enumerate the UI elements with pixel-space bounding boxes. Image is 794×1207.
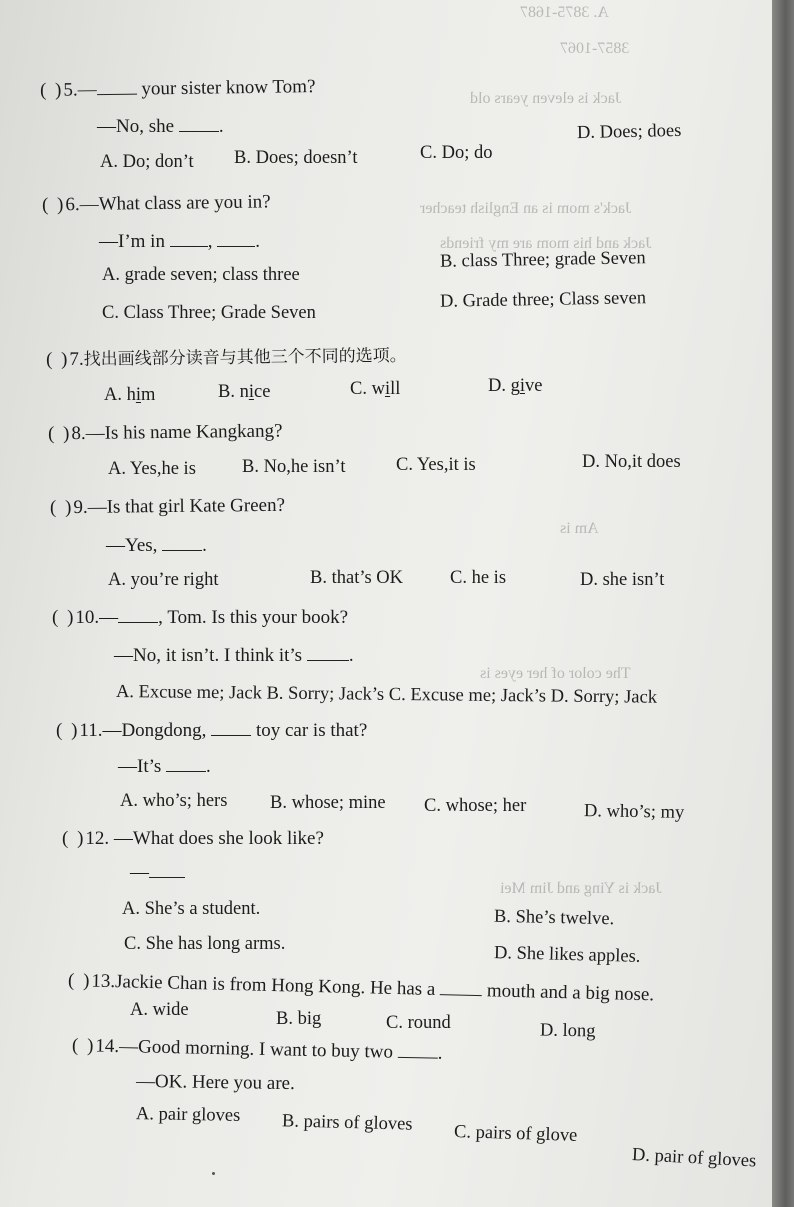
option-b[interactable]: B. Does; doesn’t <box>234 148 358 168</box>
option-d[interactable]: D. give <box>488 376 543 396</box>
answer-blank[interactable] <box>217 245 255 247</box>
bleed-through-text: 3857-1067 <box>560 40 630 57</box>
answer-bracket[interactable]: ( ) <box>62 828 86 849</box>
answer-bracket[interactable]: ( ) <box>45 348 70 371</box>
option-d[interactable]: D. Does; does <box>576 120 682 144</box>
option-d[interactable]: D. No,it does <box>582 452 681 472</box>
option-b[interactable]: B. that’s OK <box>310 568 404 588</box>
option-c[interactable]: C. he is <box>450 568 507 588</box>
question-11: ( )11.—Dongdong, toy car is that? <box>56 720 368 741</box>
option-a[interactable]: A. who’s; hers <box>120 791 228 811</box>
answer-blank[interactable] <box>118 621 158 623</box>
option-c[interactable]: C. Class Three; Grade Seven <box>102 303 316 323</box>
answer-bracket[interactable]: ( ) <box>47 423 72 445</box>
answer-blank[interactable] <box>149 876 185 878</box>
answer-blank[interactable] <box>170 245 208 247</box>
option-b[interactable]: B. whose; mine <box>270 793 386 813</box>
option-d[interactable]: D. pair of gloves <box>631 1145 757 1172</box>
option-a[interactable]: A. Yes,he is <box>108 459 196 479</box>
answer-blank[interactable] <box>166 770 206 772</box>
option-d[interactable]: D. Grade three; Class seven <box>439 288 647 312</box>
question-12: ( )12. —What does she look like? <box>62 828 324 849</box>
option-a[interactable]: A. wide <box>130 1000 189 1020</box>
answer-bracket[interactable]: ( ) <box>41 194 66 216</box>
bleed-through-text: Jack's mom is an English teacher <box>420 200 632 217</box>
option-c[interactable]: C. will <box>350 379 401 399</box>
answer-blank[interactable] <box>440 993 482 996</box>
option-d[interactable]: D. long <box>539 1020 596 1042</box>
option-c[interactable]: C. whose; her <box>424 796 527 816</box>
option-c[interactable]: C. round <box>386 1013 451 1033</box>
print-speck <box>212 1172 215 1175</box>
answer-blank[interactable] <box>398 1056 438 1059</box>
answer-blank[interactable] <box>97 93 137 96</box>
question-6-answer: —I’m in , . <box>99 231 260 252</box>
question-14: ( )14.—Good morning. I want to buy two . <box>71 1035 443 1064</box>
answer-bracket[interactable]: ( ) <box>52 607 76 628</box>
option-b[interactable]: B. nice <box>218 382 271 402</box>
option-d[interactable]: D. She likes apples. <box>493 943 641 967</box>
option-b[interactable]: B. pairs of gloves <box>281 1111 413 1135</box>
option-a[interactable]: A. him <box>104 385 156 405</box>
question-6: ( )6.—What class are you in? <box>41 191 271 216</box>
underlined-letter: i <box>248 382 254 402</box>
option-c[interactable]: C. Yes,it is <box>396 455 476 475</box>
bleed-through-text: Jack is Ying and Jim Mei <box>500 880 662 897</box>
question-10: ( )10.— , Tom. Is this your book? <box>52 607 349 628</box>
question-5: ( )5.— your sister know Tom? <box>39 76 316 101</box>
answer-blank[interactable] <box>307 659 349 661</box>
question-12-answer: — <box>130 862 185 884</box>
answer-blank[interactable] <box>162 549 202 551</box>
answer-bracket[interactable]: ( ) <box>71 1035 96 1057</box>
underlined-letter: i <box>519 376 526 396</box>
question-11-answer: —It’s . <box>118 756 211 777</box>
options-line[interactable]: A. Excuse me; Jack B. Sorry; Jack’s C. Excuse me; Jack’s D. Sorry; Jack <box>115 682 658 708</box>
option-a[interactable]: A. She’s a student. <box>122 899 261 919</box>
option-a[interactable]: A. pair gloves <box>135 1104 241 1126</box>
option-b[interactable]: B. class Three; grade Seven <box>439 248 646 272</box>
question-5-answer: —No, she . <box>97 116 224 137</box>
question-7: ( )7.找出画线部分读音与其他三个不同的选项。 <box>45 345 407 371</box>
answer-bracket[interactable]: ( ) <box>49 496 74 519</box>
underlined-letter: i <box>384 379 391 399</box>
bleed-through-text: The color of her eyes is <box>480 665 631 682</box>
question-8: ( )8.—Is his name Kangkang? <box>47 420 283 445</box>
option-a[interactable]: A. Do; don’t <box>100 152 194 172</box>
question-9: ( )9.—Is that girl Kate Green? <box>49 494 286 519</box>
option-a[interactable]: A. grade seven; class three <box>102 265 300 285</box>
answer-bracket[interactable]: ( ) <box>56 720 80 741</box>
answer-bracket[interactable]: ( ) <box>39 79 64 101</box>
option-b[interactable]: B. No,he isn’t <box>242 457 346 477</box>
option-a[interactable]: A. you’re right <box>108 570 219 590</box>
question-10-answer: —No, it isn’t. I think it’s . <box>114 645 354 666</box>
bleed-through-text: Jack is eleven years old <box>470 90 622 107</box>
bleed-through-text: A. 3875-1687 <box>520 4 609 21</box>
option-d[interactable]: D. who’s; my <box>583 801 685 823</box>
question-9-answer: —Yes, . <box>106 535 207 556</box>
option-c[interactable]: C. Do; do <box>420 143 493 163</box>
bleed-through-text: Jack and his mom are my friends <box>440 235 652 252</box>
underlined-letter: i <box>135 385 142 405</box>
question-13: ( )13.Jackie Chan is from Hong Kong. He has a mouth and a big nose. <box>67 970 655 1006</box>
answer-blank[interactable] <box>211 734 251 736</box>
page-edge-shadow <box>772 0 794 1207</box>
option-c[interactable]: C. pairs of glove <box>453 1122 578 1146</box>
option-b[interactable]: B. She’s twelve. <box>493 906 615 930</box>
answer-bracket[interactable]: ( ) <box>67 970 92 992</box>
option-d[interactable]: D. she isn’t <box>580 570 665 590</box>
answer-blank[interactable] <box>179 130 219 132</box>
option-b[interactable]: B. big <box>276 1009 322 1029</box>
bleed-through-text: Am is <box>560 520 599 537</box>
question-14-answer: —OK. Here you are. <box>135 1070 295 1095</box>
option-c[interactable]: C. She has long arms. <box>124 934 286 954</box>
